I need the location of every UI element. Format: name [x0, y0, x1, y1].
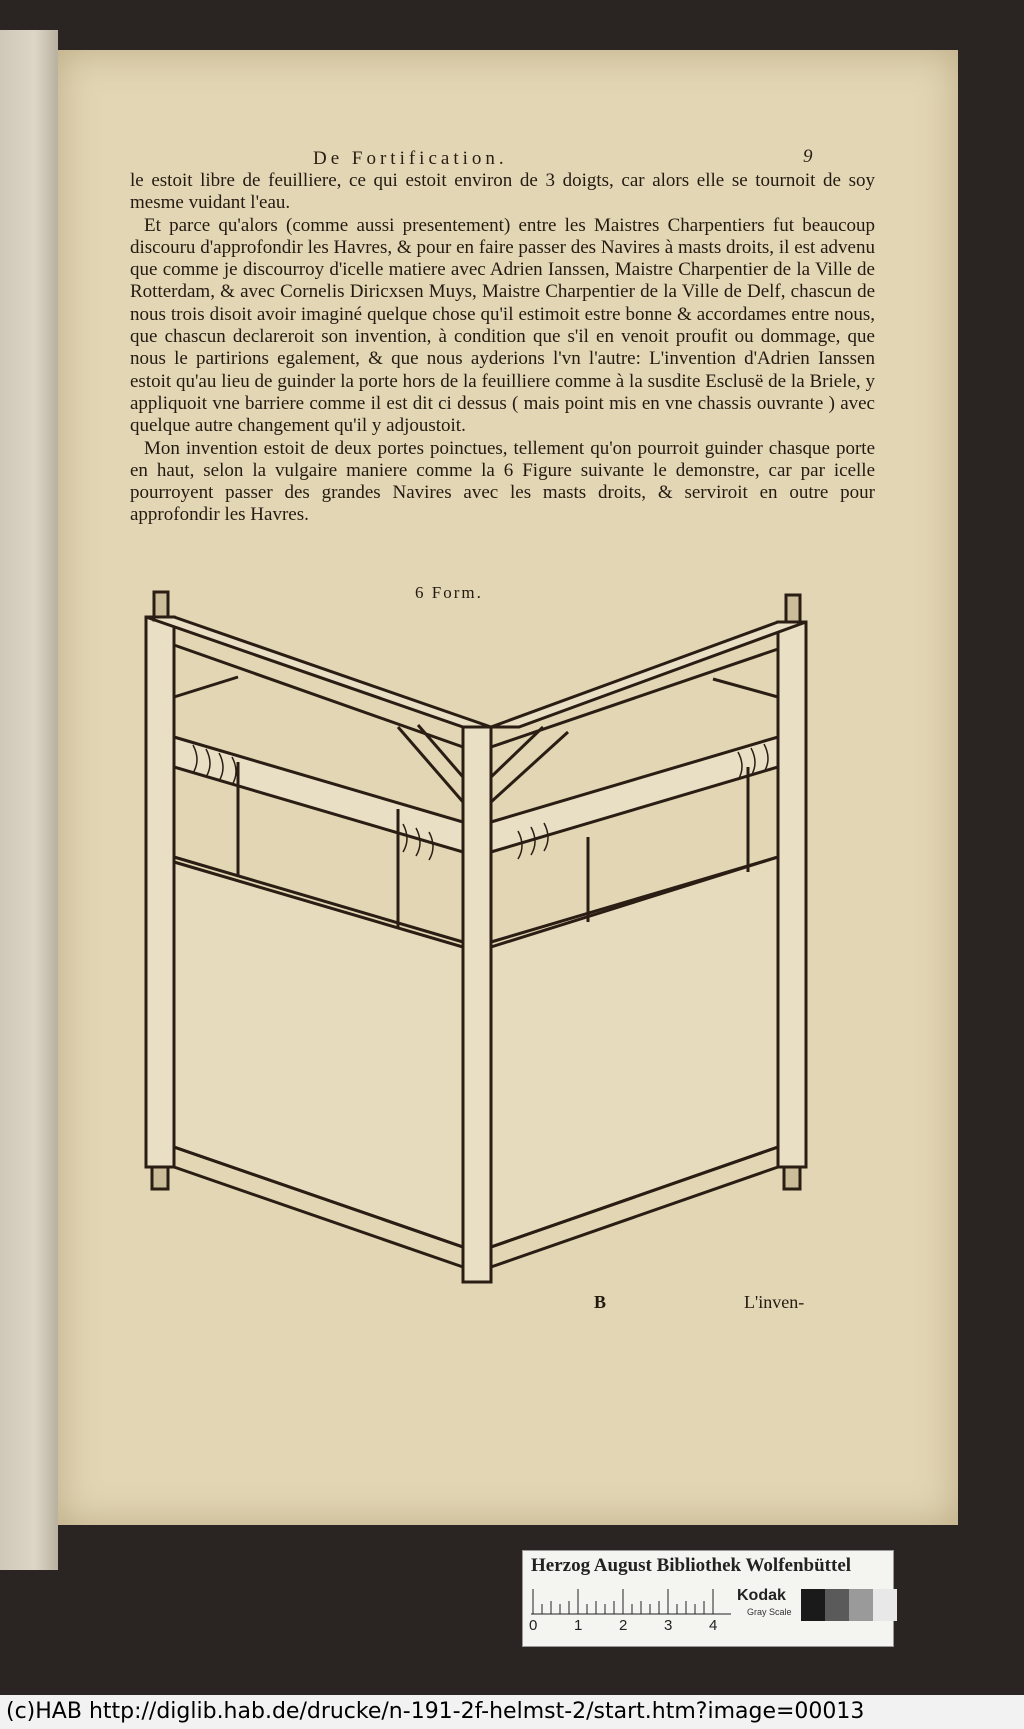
running-head: De Fortification. — [313, 148, 508, 169]
ruler-label-3: 3 — [664, 1617, 673, 1634]
paragraph-2: Et parce qu'alors (comme aussi presentement) entre les Maistres Charpentiers fut beaucoup discouru d'approfondir les Havres, & pour en faire passer des Navires à masts droits, il est advenu que comme je discourroy d'icelle matiere avec Adrien Ianssen, Maistre Charpentier de la Ville de Rotterdam, & avec Cornelis Diricxsen Muys, Maistre Charpentier de la Ville de Delf, chascun de nous trois disoit avoir imaginé quelque chose qu'il estimoit estre bonne & accordames entre nous, que chascun declareroit son invention, à condition que s'il en venoit proufit ou dommage, que nous le partirions egalement, & que nous ayderions l'vn l'autre: L'invention d'Adrien Ianssen estoit qu'au lieu de guinder la porte hors de la feuilliere comme à la susdite Esclusë de la Briele, y appliquoit vne barriere comme il est dit ci dessus ( mais point mis en vne chassis ouvrante ) avec quelque autre changement qu'il y adjoustoit. — [130, 214, 875, 437]
swatch-white — [873, 1589, 897, 1621]
sluice-gate-woodcut — [88, 587, 928, 1292]
ruler-label-4: 4 — [709, 1617, 718, 1634]
swatch-black — [801, 1589, 825, 1621]
swatch-dark-gray — [825, 1589, 849, 1621]
ruler-label-0: 0 — [529, 1617, 538, 1634]
library-name: Herzog August Bibliothek Wolfenbüttel — [531, 1555, 852, 1576]
ruler-label-2: 2 — [619, 1617, 628, 1634]
catchword: L'inven- — [744, 1292, 805, 1312]
library-color-card — [522, 1550, 894, 1647]
kodak-brand: Kodak — [737, 1587, 786, 1604]
copyright-footer: (c)HAB http://diglib.hab.de/drucke/n-191-2f-helmst-2/start.htm?image=00013 — [0, 1695, 1024, 1729]
gray-scale-label: Gray Scale — [747, 1607, 792, 1617]
page-number: 9 — [803, 146, 813, 167]
body-text — [130, 170, 875, 527]
ruler-label-1: 1 — [574, 1617, 583, 1634]
figure-caption: 6 Form. — [415, 583, 483, 602]
facing-page-edge — [0, 30, 58, 1570]
ruler-scale — [531, 1589, 731, 1615]
paragraph-3: Mon invention estoit de deux portes poinctues, tellement qu'on pourroit guinder chasque porte en haut, selon la vulgaire maniere comme la 6 Figure suivante le demonstre, car par icelle pourroyent passer des grandes Navires avec les masts droits, & serviroit en outre pour approfondir les Havres. — [130, 437, 875, 526]
gray-swatches — [801, 1589, 897, 1621]
book-page — [58, 50, 958, 1525]
signature-mark: B — [594, 1292, 607, 1312]
swatch-light-gray — [849, 1589, 873, 1621]
paragraph-1: le estoit libre de feuilliere, ce qui estoit environ de 3 doigts, car alors elle se tournoit de soy mesme vuidant l'eau. — [130, 170, 875, 214]
